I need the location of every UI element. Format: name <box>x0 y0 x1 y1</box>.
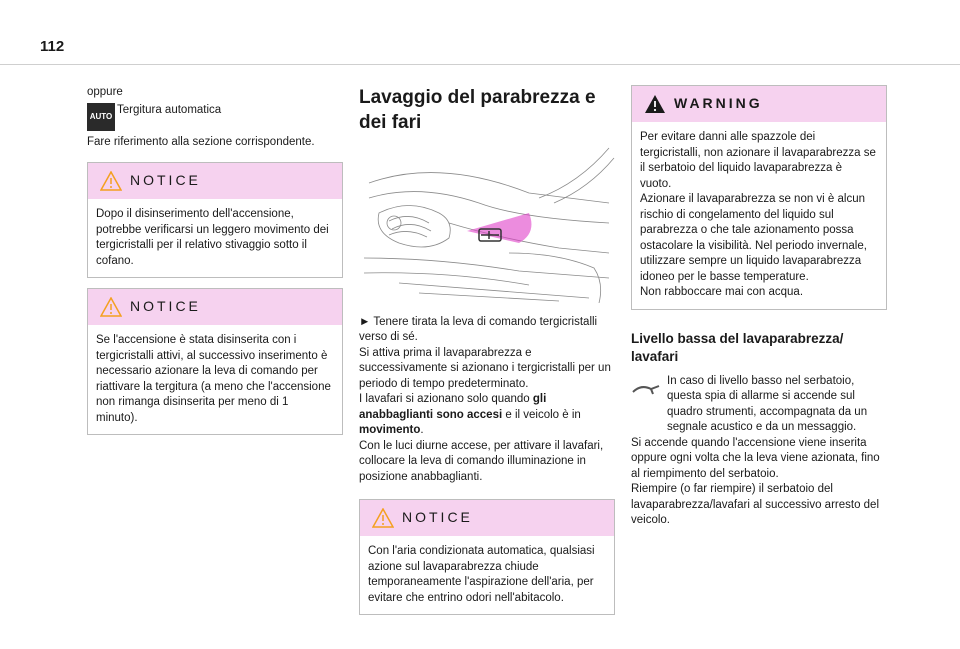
paragraph: Si accende quando l'accensione viene inserita oppure ogni volta che la leva viene azionata, fino al riempimento del serbatoio. <box>631 436 880 480</box>
bold-span: movimento <box>359 424 421 436</box>
arrow-bullet: ► <box>359 315 371 328</box>
notice-box-1 <box>87 162 343 278</box>
car-headlight-illustration <box>359 143 615 303</box>
warning-triangle-icon <box>100 171 122 191</box>
notice-text: Dopo il disinserimento dell'accensione, potrebbe verificarsi un leggero movimento dei tergicristalli per il relativo stivaggio sotto il cofano. <box>96 208 329 267</box>
auto-wiper-label: Tergitura automatica <box>117 103 222 116</box>
notice-title: NOTICE <box>130 298 201 314</box>
paragraph: Si attiva prima il lavaparabrezza e successivamente si azionano i tergicristalli per un periodo di tempo predeterminato. <box>359 346 611 390</box>
warning-header <box>632 86 886 122</box>
notice-title: NOTICE <box>402 509 473 525</box>
text-span: . <box>420 424 424 436</box>
column-right <box>631 85 887 529</box>
instruction-text <box>359 315 615 346</box>
washer-low-level-icon <box>631 380 661 396</box>
paragraph: In caso di livello basso nel serbatoio, questa spia di allarme si accende sul quadro strumenti, accompagnata da un segnale acustico e da un messaggio. <box>667 374 868 433</box>
text-span: I lavafari si azionano solo quando <box>359 393 533 405</box>
notice-header <box>88 163 342 199</box>
notice-text: Se l'accensione è stata disinserita con i tergicristalli attivi, al successivo inserimento è necessario azionare la leva di comando per riattivare la tergitura (a meno che l'accensione non rimanga disinserita per meno di 1 minuto). <box>96 334 331 424</box>
paragraph <box>359 392 615 439</box>
washer-spray-mark <box>467 213 531 243</box>
warning-text: Azionare il lavaparabrezza se non vi è alcun rischio di congelamento del liquido sul parabrezza o che tale azionamento possa ostacolare la visibilità. Nel periodo invernale, utilizzare sempre un liquido lavaparabrezza idoneo per le basse temperature. <box>640 193 867 283</box>
low-level-intro <box>631 374 887 436</box>
notice-header <box>88 289 342 325</box>
auto-wiper-row <box>87 103 343 131</box>
warning-box <box>631 85 887 310</box>
instruction-content: Tenere tirata la leva di comando tergicristalli verso di sé. <box>359 315 598 343</box>
reference-text: Fare riferimento alla sezione corrispondente. <box>87 135 315 148</box>
column-left <box>87 85 343 435</box>
warning-triangle-icon <box>644 94 666 114</box>
subsection-title: Livello bassa del lavaparabrezza/ lavafari <box>631 330 844 364</box>
notice-box-3 <box>359 499 615 615</box>
notice-box-2 <box>87 288 343 435</box>
auto-wiper-icon: AUTO <box>87 103 115 131</box>
notice-header <box>360 500 614 536</box>
section-title: Lavaggio del parabrezza e dei fari <box>359 87 596 133</box>
bold-span: gli anabbaglianti sono accesi <box>359 393 547 421</box>
header-divider <box>0 64 960 65</box>
warning-triangle-icon <box>372 508 394 528</box>
warning-triangle-icon <box>100 297 122 317</box>
paragraph: Con le luci diurne accese, per attivare il lavafari, collocare la leva di comando illuminazione in posizione anabbaglianti. <box>359 439 604 483</box>
warning-text: Non rabboccare mai con acqua. <box>640 286 804 298</box>
text-span: e il veicolo è in <box>502 408 581 421</box>
notice-title: NOTICE <box>130 172 201 188</box>
notice-text: Con l'aria condizionata automatica, qualsiasi azione sul lavaparabrezza chiude temporaneamente l'aspirazione dell'aria, per evitare che entrino odori nell'abitacolo. <box>368 545 595 604</box>
column-middle <box>359 85 615 615</box>
warning-title: WARNING <box>674 95 763 111</box>
page-number: 112 <box>40 38 65 55</box>
paragraph: Riempire (o far riempire) il serbatoio del lavaparabrezza/lavafari al successivo arresto del veicolo. <box>631 483 880 526</box>
warning-text: Per evitare danni alle spazzole dei tergicristalli, non azionare il lavaparabrezza se il serbatoio del liquido lavaparabrezza è vuoto. <box>640 131 876 190</box>
oppure-text: oppure <box>87 86 123 98</box>
